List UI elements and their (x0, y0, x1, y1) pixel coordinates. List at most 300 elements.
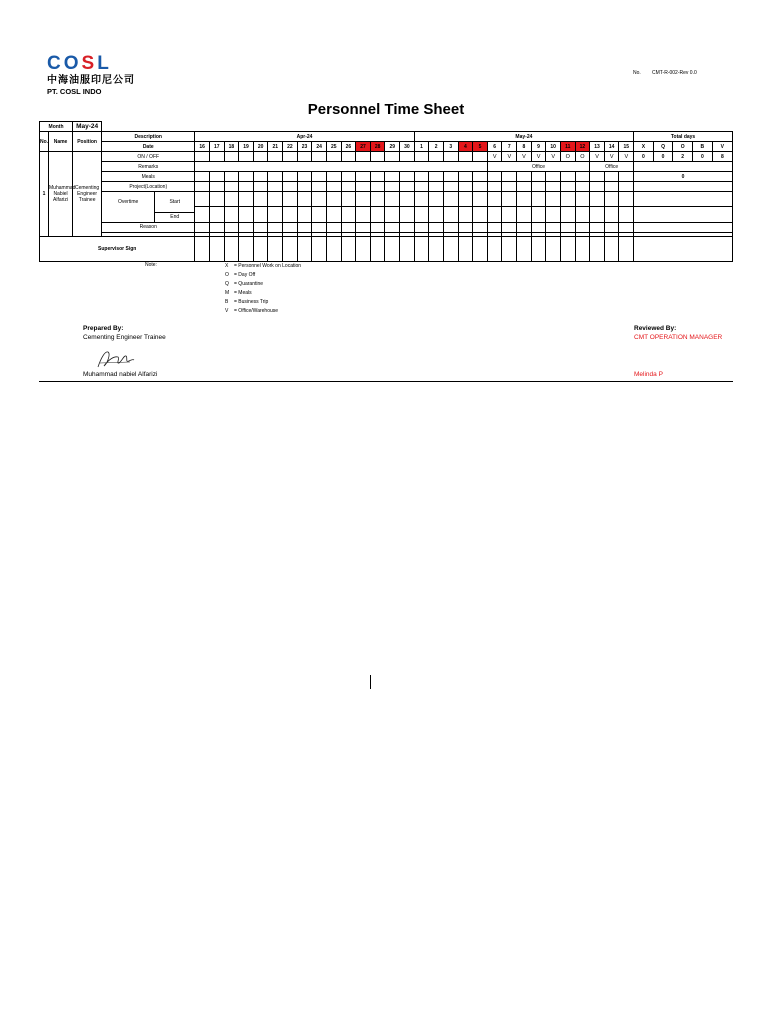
overtime-start-cell (590, 192, 605, 207)
reason-cell (224, 222, 239, 232)
supervisor-sign-cell (283, 236, 298, 261)
supervisor-sign-total (634, 236, 733, 261)
overtime-group (102, 192, 195, 223)
note-text: = Office/Warehouse (234, 308, 279, 314)
supervisor-sign-cell (385, 236, 400, 261)
on-off-cell (443, 152, 458, 162)
note-code: Q (225, 281, 229, 287)
project-cell (458, 182, 473, 192)
supervisor-sign-cell (224, 236, 239, 261)
prepared-by-label: Prepared By: (83, 325, 124, 332)
reason-cell (312, 222, 327, 232)
on-off-cell (473, 152, 488, 162)
on-off-cell (268, 152, 283, 162)
reason-cell (473, 222, 488, 232)
reviewed-by-label: Reviewed By: (634, 325, 677, 332)
project-cell (400, 182, 415, 192)
meals-cell (517, 172, 532, 182)
overtime-end-cell (370, 207, 385, 222)
on-off-cell (458, 152, 473, 162)
reason-cell (487, 222, 502, 232)
supervisor-sign-cell (209, 236, 224, 261)
total-code-header: O (673, 142, 693, 152)
remarks-cell: Office (487, 162, 589, 172)
note-item (225, 280, 385, 289)
on-off-cell (414, 152, 429, 162)
date-cell: 2 (429, 142, 444, 152)
total-code-header: Q (653, 142, 673, 152)
date-cell: 13 (590, 142, 605, 152)
supervisor-sign-cell (531, 236, 546, 261)
remarks-label: Remarks (102, 162, 195, 172)
note-code: X (225, 263, 229, 269)
note-code: M (225, 290, 230, 296)
on-off-cell: O (560, 152, 575, 162)
text-cursor (370, 675, 371, 689)
reason-cell (619, 222, 634, 232)
reason-cell (414, 222, 429, 232)
date-cell: 26 (341, 142, 356, 152)
project-cell (414, 182, 429, 192)
on-off-cell (326, 152, 341, 162)
overtime-start-cell (575, 192, 590, 207)
description-header: Description (102, 132, 195, 142)
on-off-cell (297, 152, 312, 162)
project-total-cell (634, 182, 733, 192)
overtime-end-cell (253, 207, 268, 222)
reason-cell (429, 222, 444, 232)
on-off-cell (370, 152, 385, 162)
supervisor-sign-cell (400, 236, 415, 261)
position-header: Position (73, 132, 102, 152)
signature-image (96, 348, 136, 370)
total-value: 0 (653, 152, 673, 162)
overtime-end-cell (429, 207, 444, 222)
on-off-cell: V (619, 152, 634, 162)
signoff-divider (39, 381, 733, 382)
prepared-by-role: Cementing Engineer Trainee (83, 334, 166, 341)
no-header: No. (40, 132, 49, 152)
overtime-spacer (102, 212, 155, 222)
meals-cell (560, 172, 575, 182)
project-cell (224, 182, 239, 192)
date-cell: 14 (604, 142, 619, 152)
on-off-cell (195, 152, 210, 162)
reason-cell (356, 222, 371, 232)
on-off-cell (239, 152, 254, 162)
overtime-start-cell (517, 192, 532, 207)
overtime-start-cell (341, 192, 356, 207)
overtime-start-total (634, 192, 733, 207)
date-cell: 3 (443, 142, 458, 152)
note-text: = Personnel Work on Location (234, 263, 302, 269)
note-text: = Day Off (234, 272, 256, 278)
project-cell (297, 182, 312, 192)
reason-cell (502, 222, 517, 232)
supervisor-sign-cell (312, 236, 327, 261)
total-code-header: X (634, 142, 654, 152)
meals-cell (619, 172, 634, 182)
end-label: End (170, 214, 180, 220)
on-off-cell: V (487, 152, 502, 162)
reason-cell (546, 222, 561, 232)
on-off-cell: V (502, 152, 517, 162)
on-off-cell (312, 152, 327, 162)
supervisor-sign-cell (239, 236, 254, 261)
meals-cell (429, 172, 444, 182)
date-header: Date (102, 142, 195, 152)
project-cell (546, 182, 561, 192)
date-cell: 20 (253, 142, 268, 152)
on-off-label: ON / OFF (102, 152, 195, 162)
supervisor-sign-cell (590, 236, 605, 261)
name-header: Name (49, 132, 73, 152)
overtime-start-cell (239, 192, 254, 207)
meals-cell (531, 172, 546, 182)
reason-cell (575, 222, 590, 232)
meals-cell (268, 172, 283, 182)
meals-label: Meals (102, 172, 195, 182)
supervisor-sign-cell (195, 236, 210, 261)
overtime-start-cell (414, 192, 429, 207)
project-cell (195, 182, 210, 192)
project-cell (370, 182, 385, 192)
project-cell (209, 182, 224, 192)
reason-cell (297, 222, 312, 232)
meals-cell (239, 172, 254, 182)
table-spacer (102, 122, 733, 132)
meals-cell (400, 172, 415, 182)
on-off-cell: V (531, 152, 546, 162)
note-item (225, 271, 385, 280)
date-cell: 12 (575, 142, 590, 152)
reason-label: Reason (102, 222, 195, 232)
logo-chinese-name: 中海油服印尼公司 (47, 75, 135, 86)
overtime-end-cell (575, 207, 590, 222)
reason-cell (385, 222, 400, 232)
on-off-cell (385, 152, 400, 162)
date-cell: 24 (312, 142, 327, 152)
overtime-start-cell (253, 192, 268, 207)
date-cell: 10 (546, 142, 561, 152)
project-cell (341, 182, 356, 192)
on-off-cell: V (517, 152, 532, 162)
on-off-cell: V (604, 152, 619, 162)
date-cell: 4 (458, 142, 473, 152)
project-cell (560, 182, 575, 192)
project-cell (356, 182, 371, 192)
reason-cell (341, 222, 356, 232)
overtime-end-cell (604, 207, 619, 222)
date-cell: 25 (326, 142, 341, 152)
company-logo (47, 54, 157, 104)
doc-no-value: CMT-R-002-Rev 0.0 (652, 70, 697, 76)
reviewed-by-name: Melinda P (634, 371, 663, 378)
reason-cell (283, 222, 298, 232)
reason-cell (268, 222, 283, 232)
project-cell (604, 182, 619, 192)
month-value: May-24 (73, 122, 102, 132)
overtime-start-cell (370, 192, 385, 207)
overtime-start-cell (268, 192, 283, 207)
logo-wordmark: COSL (47, 53, 112, 74)
project-cell (502, 182, 517, 192)
on-off-cell (356, 152, 371, 162)
overtime-start-cell (326, 192, 341, 207)
project-cell (517, 182, 532, 192)
reason-cell (239, 222, 254, 232)
meals-cell (604, 172, 619, 182)
note-code: V (225, 308, 229, 314)
project-cell (239, 182, 254, 192)
meals-cell (385, 172, 400, 182)
date-cell: 6 (487, 142, 502, 152)
project-cell (385, 182, 400, 192)
on-off-cell (429, 152, 444, 162)
overtime-end-cell (546, 207, 561, 222)
overtime-start-cell (473, 192, 488, 207)
reason-cell (560, 222, 575, 232)
date-cell: 7 (502, 142, 517, 152)
date-cell: 27 (356, 142, 371, 152)
overtime-start-cell (400, 192, 415, 207)
employee-no: 1 (40, 152, 49, 237)
supervisor-sign-label: Supervisor Sign (40, 236, 195, 261)
project-cell (619, 182, 634, 192)
meals-total: 0 (634, 172, 733, 182)
overtime-label: Overtime (102, 192, 155, 212)
meals-cell (224, 172, 239, 182)
on-off-cell (224, 152, 239, 162)
overtime-start-cell (487, 192, 502, 207)
meals-cell (443, 172, 458, 182)
prepared-by-block (83, 324, 166, 342)
meals-cell (341, 172, 356, 182)
overtime-end-cell (239, 207, 254, 222)
date-cell: 18 (224, 142, 239, 152)
month-label: Month (40, 122, 73, 132)
overtime-start-cell (209, 192, 224, 207)
month-group-apr: Apr-24 (195, 132, 414, 142)
overtime-end-cell (283, 207, 298, 222)
date-cell: 19 (239, 142, 254, 152)
supervisor-sign-cell (414, 236, 429, 261)
doc-no-label: No. (633, 70, 641, 76)
meals-cell (487, 172, 502, 182)
date-cell: 1 (414, 142, 429, 152)
overtime-end-cell (312, 207, 327, 222)
supervisor-sign-cell (560, 236, 575, 261)
reason-cell (604, 222, 619, 232)
date-cell: 30 (400, 142, 415, 152)
employee-name: Muhammad Nabiel Alfarizi (49, 152, 73, 237)
overtime-end-cell (560, 207, 575, 222)
overtime-end-cell (531, 207, 546, 222)
date-cell: 23 (297, 142, 312, 152)
supervisor-sign-cell (429, 236, 444, 261)
overtime-end-cell (400, 207, 415, 222)
meals-cell (297, 172, 312, 182)
overtime-start-cell (283, 192, 298, 207)
meals-cell (590, 172, 605, 182)
overtime-end-cell (590, 207, 605, 222)
supervisor-sign-cell (268, 236, 283, 261)
meals-cell (283, 172, 298, 182)
supervisor-sign-cell (487, 236, 502, 261)
supervisor-sign-cell (326, 236, 341, 261)
project-cell (312, 182, 327, 192)
overtime-end-cell (385, 207, 400, 222)
project-cell (473, 182, 488, 192)
project-cell (283, 182, 298, 192)
overtime-end-cell (414, 207, 429, 222)
overtime-end-total (634, 207, 733, 222)
meals-cell (195, 172, 210, 182)
date-cell: 11 (560, 142, 575, 152)
overtime-end-cell (356, 207, 371, 222)
overtime-end-cell (224, 207, 239, 222)
date-cell: 17 (209, 142, 224, 152)
overtime-start-cell (385, 192, 400, 207)
timesheet-table (39, 121, 733, 262)
date-cell: 22 (283, 142, 298, 152)
meals-cell (209, 172, 224, 182)
supervisor-sign-cell (575, 236, 590, 261)
note-item (225, 307, 385, 316)
employee-position: Cementing Engineer Trainee (73, 152, 102, 237)
start-label: Start (155, 192, 195, 212)
overtime-start-cell (502, 192, 517, 207)
note-text: = Quarantine (234, 281, 264, 287)
overtime-start-cell (443, 192, 458, 207)
total-code-header: B (693, 142, 713, 152)
supervisor-sign-cell (356, 236, 371, 261)
overtime-start-cell (195, 192, 210, 207)
meals-cell (312, 172, 327, 182)
project-cell (575, 182, 590, 192)
total-value: 0 (634, 152, 654, 162)
reason-cell (443, 222, 458, 232)
overtime-end-cell (268, 207, 283, 222)
overtime-start-cell (429, 192, 444, 207)
date-cell: 9 (531, 142, 546, 152)
project-cell (443, 182, 458, 192)
on-off-cell (341, 152, 356, 162)
project-cell (253, 182, 268, 192)
overtime-end-cell (619, 207, 634, 222)
reason-cell (517, 222, 532, 232)
overtime-end-cell (517, 207, 532, 222)
page-title: Personnel Time Sheet (307, 101, 465, 118)
on-off-cell (400, 152, 415, 162)
date-cell: 28 (370, 142, 385, 152)
on-off-cell: O (575, 152, 590, 162)
remarks-cell: Office (590, 162, 634, 172)
supervisor-sign-cell (370, 236, 385, 261)
overtime-end-cell (487, 207, 502, 222)
overtime-end-cell (502, 207, 517, 222)
reason-cell (458, 222, 473, 232)
overtime-end-cell (443, 207, 458, 222)
supervisor-sign-cell (502, 236, 517, 261)
on-off-cell (209, 152, 224, 162)
reason-cell (370, 222, 385, 232)
meals-cell (458, 172, 473, 182)
overtime-end-cell (297, 207, 312, 222)
supervisor-sign-cell (604, 236, 619, 261)
supervisor-sign-cell (458, 236, 473, 261)
overtime-end-cell (209, 207, 224, 222)
overtime-start-cell (224, 192, 239, 207)
project-cell (487, 182, 502, 192)
note-text: = Meals (234, 290, 252, 296)
logo-company-name: PT. COSL INDO (47, 87, 102, 96)
meals-cell (502, 172, 517, 182)
supervisor-sign-cell (443, 236, 458, 261)
project-cell (429, 182, 444, 192)
overtime-end-cell (473, 207, 488, 222)
supervisor-sign-cell (473, 236, 488, 261)
meals-cell (575, 172, 590, 182)
supervisor-sign-cell (619, 236, 634, 261)
reviewed-by-block (634, 324, 722, 342)
on-off-cell (283, 152, 298, 162)
reviewed-by-role: CMT OPERATION MANAGER (634, 334, 723, 341)
supervisor-sign-cell (341, 236, 356, 261)
meals-cell (370, 172, 385, 182)
project-label: Project(Location) (102, 182, 195, 192)
overtime-end-cell (195, 207, 210, 222)
overtime-start-cell (560, 192, 575, 207)
supervisor-sign-cell (546, 236, 561, 261)
on-off-cell (253, 152, 268, 162)
date-cell: 29 (385, 142, 400, 152)
date-cell: 16 (195, 142, 210, 152)
meals-cell (356, 172, 371, 182)
date-cell: 5 (473, 142, 488, 152)
prepared-by-name: Muhammad nabiel Alfarizi (83, 371, 158, 378)
overtime-start-cell (546, 192, 561, 207)
month-group-may: May-24 (414, 132, 633, 142)
date-cell: 21 (268, 142, 283, 152)
overtime-start-cell (458, 192, 473, 207)
project-cell (531, 182, 546, 192)
timesheet-grid (39, 121, 733, 262)
date-cell: 8 (517, 142, 532, 152)
on-off-cell: V (546, 152, 561, 162)
reason-cell (326, 222, 341, 232)
supervisor-sign-cell (253, 236, 268, 261)
reason-cell (253, 222, 268, 232)
overtime-end-cell (458, 207, 473, 222)
project-cell (590, 182, 605, 192)
meals-cell (326, 172, 341, 182)
notes-label: Note: (145, 262, 157, 268)
reason-cell (590, 222, 605, 232)
overtime-start-cell (297, 192, 312, 207)
reason-cell (195, 222, 210, 232)
overtime-end-cell (326, 207, 341, 222)
note-item (225, 289, 385, 298)
total-value: 0 (693, 152, 713, 162)
overtime-start-cell (604, 192, 619, 207)
meals-cell (473, 172, 488, 182)
overtime-end-cell (341, 207, 356, 222)
total-code-header: V (712, 142, 732, 152)
note-item (225, 298, 385, 307)
note-code: O (225, 272, 229, 278)
date-cell: 15 (619, 142, 634, 152)
